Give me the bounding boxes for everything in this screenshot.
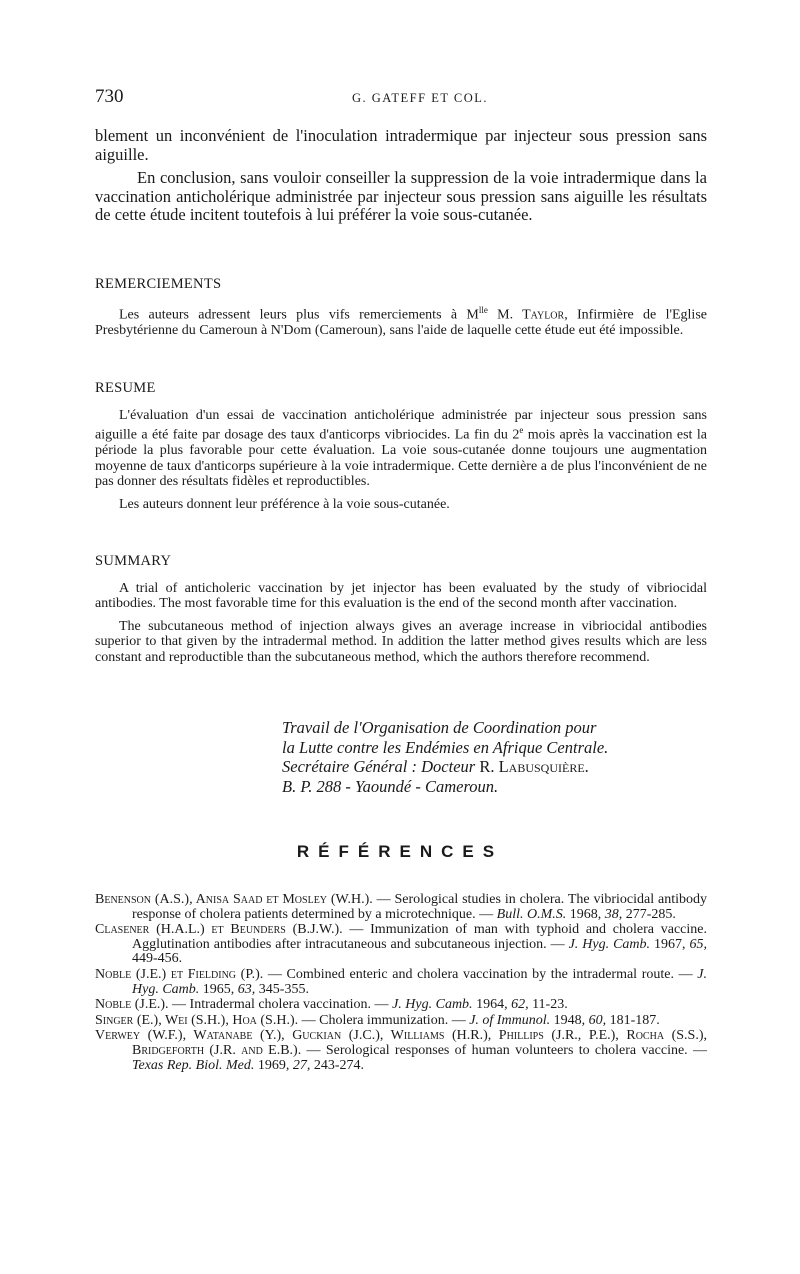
remerciements-text [95,303,707,338]
resume-p1-a: L'évaluation d'un essai de vaccination anticholérique administrée par injecteur sous pression sans aiguille a été faite par dosage des taux d'anticorps vibriocides. La fin du 2 [95,408,707,444]
reference-authors: Verwey (W.F.), Watanabe (Y.), Guckian (J.C.), Williams (H.R.), Phillips (J.R., P.E.), Rocha (S.S.), Bridgeforth (J.R. and E.B.). [95,1028,707,1058]
remerciements-text-a: Les auteurs adressent leurs plus vifs remerciements à M [119,307,479,323]
reference-item [95,923,707,967]
reference-pages: 449-456. [132,951,183,967]
reference-authors: Clasener (H.A.L.) et Beunders (B.J.W.). [95,922,343,938]
summary-text [95,581,707,665]
reference-authors: Benenson (A.S.), Anisa Saad et Mosley (W.H.). [95,892,373,907]
resume-paragraph-2: Les auteurs donnent leur préférence à la voie sous-cutanée. [119,496,450,512]
credit-line-3-a: Secrétaire Général : Docteur [282,757,480,776]
reference-year: 1964, [472,997,512,1013]
remerciements-heading: REMERCIEMENTS [95,276,222,292]
credit-line-3 [282,757,712,777]
reference-journal: J. Hyg. Camb. [132,966,707,997]
reference-year: 1965, [199,981,238,997]
reference-pages: 181-187. [606,1012,660,1028]
remerciements-text-b: , Infirmière de l'Eglise Presbytérienne du Cameroun à N'Dom (Cameroun), sans l'aide de laquelle cette étude eut été impossible. [95,307,707,339]
reference-authors: Noble (J.E.). [95,997,169,1013]
reference-title: — Intradermal cholera vaccination. — [168,997,393,1013]
reference-item [95,1014,707,1029]
reference-journal: J. Hyg. Camb. [568,936,651,952]
reference-year: 1968, [566,906,605,922]
remerciements-name: M. Taylor [487,307,565,323]
mlle-superscript: lle [478,305,488,315]
reference-journal: J. Hyg. Camb. [392,997,473,1013]
page-header [95,86,705,110]
summary-heading: SUMMARY [95,553,172,569]
references-list [95,893,707,1074]
references-heading: RÉFÉRENCES [296,842,504,861]
summary-paragraph-2: The subcutaneous method of injection always gives an average increase in vibriocidal antibodies superior to that given by the intradermal method. In addition the latter method gives results which are less constant and reproductible than the subcutaneous method, which the authors therefore recommend. [95,618,707,665]
reference-title: — Combined enteric and cholera vaccination by the intradermal route. — [263,966,698,982]
reference-volume: 27, [292,1057,311,1073]
credit-line-4: B. P. 288 - Yaoundé - Cameroun. [282,776,499,796]
reference-pages: 277-285. [622,906,676,922]
resume-text [95,408,707,512]
credit-name: R. Labusquière. [479,757,589,776]
reference-pages: 11-23. [528,997,568,1013]
reference-title: — Cholera immunization. — [298,1012,470,1028]
reference-volume: 65, [689,936,707,952]
reference-volume: 63, [237,981,256,997]
reference-authors: Singer (E.), Wei (S.H.), Hoa (S.H.). [95,1012,299,1028]
reference-title: — Immunization of man with typhoid and cholera vaccine. Agglutination antibodies after intracutaneous and subcutaneous injection. — [132,922,707,952]
reference-authors: Noble (J.E.) et Fielding (P.). [95,966,264,982]
reference-title: — Serological responses of human volunteers to cholera vaccine. — [301,1042,707,1058]
body-paragraph-2: En conclusion, sans vouloir conseiller la suppression de la voie intradermique dans la vaccination anticholérique administrée par injecteur sous pression sans aiguille les résultats de cette étude incitent toutefois à lui préférer la voie sous-cutanée. [95,168,707,224]
resume-paragraph-1 [95,408,707,490]
resume-heading: RESUME [95,380,156,396]
reference-pages: 243-274. [310,1057,365,1073]
resume-p1-b: mois après la vaccination est la période la plus favorable pour cette évaluation. La voie sous-cutanée donne toujours une augmentation moyenne de taux d'anticorps supérieure à la voie intradermique. Cette dernière a de plus l'inconvénient de ne pas donner des résultats fidèles et reproductibles. [95,428,707,490]
reference-year: 1969, [254,1057,293,1073]
body-paragraph-1: blement un inconvénient de l'inoculation intradermique par injecteur sous pression sans aiguille. [95,126,707,164]
summary-paragraph-1: A trial of anticholeric vaccination by jet injector has been evaluated by the study of vibriocidal antibodies. The most favorable time for this evaluation is the end of the second month after vaccination. [95,581,707,612]
institution-credit [282,718,712,796]
reference-pages: 345-355. [255,981,309,997]
page-number: 730 [95,86,124,107]
reference-title: — Serological studies in cholera. The vibriocidal antibody response of cholera patients determined by a microtechnique. — [132,892,707,922]
body-text [95,127,707,225]
reference-journal: J. of Immunol. [469,1012,551,1028]
credit-line-2: la Lutte contre les Endémies en Afrique Centrale. [282,737,609,757]
reference-item [95,968,707,997]
reference-volume: 60, [588,1012,607,1028]
reference-volume: 62, [511,997,529,1013]
reference-item [95,998,707,1013]
reference-item [95,1029,707,1073]
reference-year: 1948, [550,1012,589,1028]
credit-line-1: Travail de l'Organisation de Coordination pour [282,718,597,737]
running-title: G. GATEFF ET COL. [351,91,489,105]
reference-journal: Texas Rep. Biol. Med. [132,1057,255,1073]
resume-superscript: e [519,425,524,436]
reference-item [95,893,707,922]
reference-volume: 38, [604,906,623,922]
reference-year: 1967, [650,936,690,952]
reference-journal: Bull. O.M.S. [496,906,567,922]
remerciements-paragraph [95,303,707,338]
